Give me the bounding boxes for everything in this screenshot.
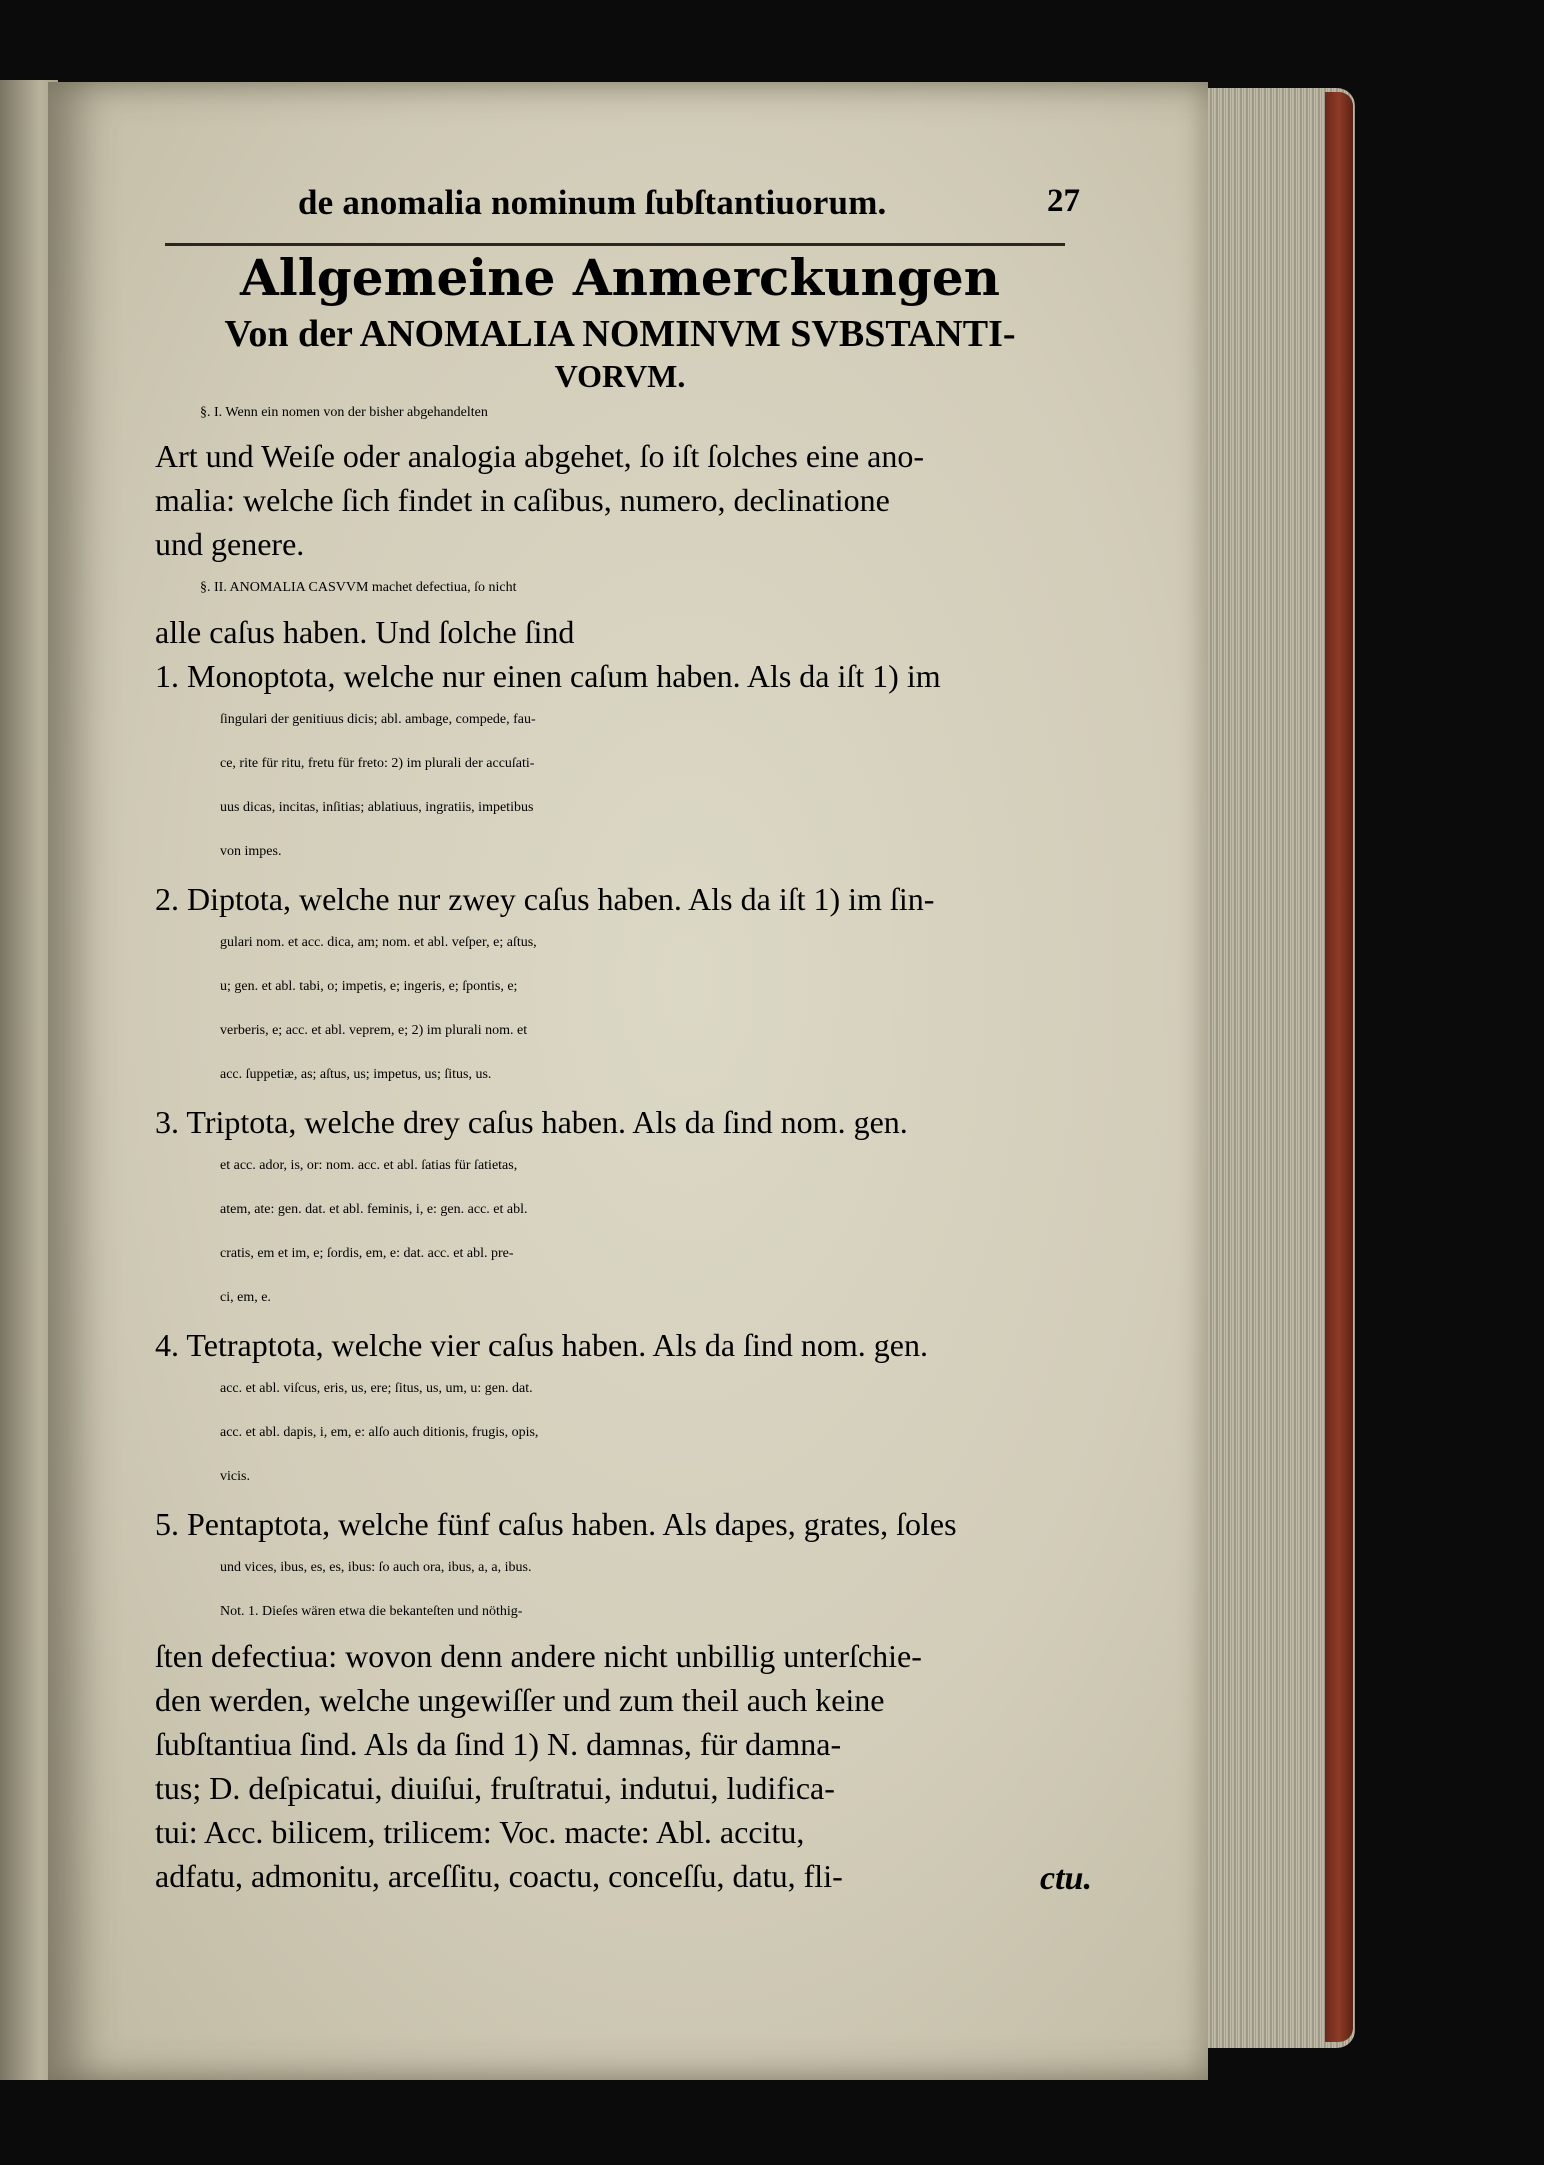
- section-heading-line3: VORVM.: [554, 358, 686, 394]
- text-line: acc. et abl. dapis, i, em, e: alſo auch ditionis, frugis, opis,: [220, 1425, 539, 1440]
- running-head-title: de anomalia nominum ſubſtantiuorum.: [298, 183, 887, 222]
- text-line: tui: Acc. bilicem, trilicem: Voc. macte: Abl. accitu,: [155, 1814, 805, 1850]
- text-line: u; gen. et abl. tabi, o; impetis, e; ingeris, e; ſpontis, e;: [220, 979, 518, 994]
- catchword: ctu.: [1040, 1860, 1092, 1897]
- text-line: verberis, e; acc. et abl. veprem, e; 2) im plurali nom. et: [220, 1023, 528, 1038]
- text-line: ſingulari der genitiuus dicis; abl. ambage, compede, fau-: [220, 712, 536, 727]
- text-line: und vices, ibus, es, es, ibus: ſo auch ora, ibus, a, a, ibus.: [220, 1560, 532, 1575]
- text-line: vicis.: [220, 1469, 250, 1484]
- section-heading-line1: Allgemeine Anmerckungen: [240, 248, 1000, 307]
- text-line: ci, em, e.: [220, 1290, 271, 1305]
- text-line: ſubſtantiua ſind. Als da ſind 1) N. damnas, für damna-: [155, 1726, 842, 1762]
- text-line: 5. Pentaptota, welche fünf caſus haben. Als dapes, grates, ſoles: [155, 1506, 957, 1542]
- text-line: Art und Weiſe oder analogia abgehet, ſo iſt ſolches eine ano-: [155, 438, 925, 474]
- text-line: 2. Diptota, welche nur zwey caſus haben. Als da iſt 1) im ſin-: [155, 881, 935, 917]
- text-line: ce, rite für ritu, fretu für freto: 2) im plurali der accuſati-: [220, 756, 535, 771]
- text-line: acc. ſuppetiæ, as; aſtus, us; impetus, us; ſitus, us.: [220, 1067, 492, 1082]
- text-line: §. II. ANOMALIA CASVVM machet defectiua, ſo nicht: [200, 580, 517, 595]
- text-line: cratis, em et im, e; ſordis, em, e: dat. acc. et abl. pre-: [220, 1246, 514, 1261]
- text-line: 1. Monoptota, welche nur einen caſum haben. Als da iſt 1) im: [155, 658, 941, 694]
- text-line: alle caſus haben. Und ſolche ſind: [155, 614, 575, 650]
- text-line: 4. Tetraptota, welche vier caſus haben. Als da ſind nom. gen.: [155, 1327, 928, 1363]
- text-line: uus dicas, incitas, inſitias; ablatiuus, ingratiis, impetibus: [220, 800, 534, 815]
- running-head: [250, 183, 1080, 233]
- text-line: et acc. ador, is, or: nom. acc. et abl. ſatias für ſatietas,: [220, 1158, 518, 1173]
- header-rule: [165, 243, 1065, 246]
- red-edge-binding: [1325, 92, 1353, 2042]
- text-line: und genere.: [155, 526, 305, 562]
- text-line: 3. Triptota, welche drey caſus haben. Als da ſind nom. gen.: [155, 1104, 908, 1140]
- text-line: malia: welche ſich findet in caſibus, numero, declinatione: [155, 482, 890, 518]
- text-line: Not. 1. Dieſes wären etwa die bekanteſten und nöthig-: [220, 1604, 523, 1619]
- text-line: atem, ate: gen. dat. et abl. feminis, i, e: gen. acc. et abl.: [220, 1202, 528, 1217]
- text-line: acc. et abl. viſcus, eris, us, ere; ſitus, us, um, u: gen. dat.: [220, 1381, 533, 1396]
- text-line: ſten defectiua: wovon denn andere nicht unbillig unterſchie-: [155, 1638, 922, 1674]
- text-line: §. I. Wenn ein nomen von der bisher abgehandelten: [200, 405, 488, 420]
- text-line: tus; D. deſpicatui, diuiſui, fruſtratui, indutui, ludifica-: [155, 1770, 835, 1806]
- text-line: den werden, welche ungewiſſer und zum theil auch keine: [155, 1682, 885, 1718]
- text-line: gulari nom. et acc. dica, am; nom. et abl. veſper, e; aſtus,: [220, 935, 537, 950]
- text-line: von impes.: [220, 844, 282, 859]
- page-number: 27: [1047, 183, 1080, 219]
- text-line: adfatu, admonitu, arceſſitu, coactu, conceſſu, datu, fli-: [155, 1858, 843, 1894]
- section-heading-line2: Von der ANOMALIA NOMINVM SVBSTANTI-: [224, 313, 1016, 355]
